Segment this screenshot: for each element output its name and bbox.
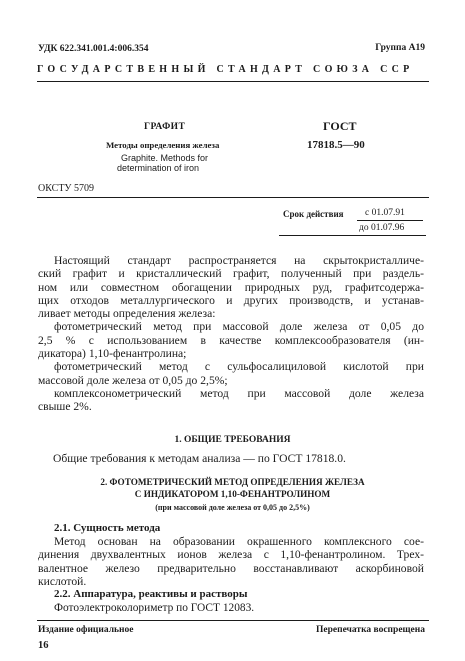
intro-line: ский графит и кристаллический графит, полученный при раздель- bbox=[38, 267, 424, 281]
subsection-2-2-text: Фотоэлектроколориметр по ГОСТ 12083. bbox=[54, 602, 255, 614]
standard-name: ГРАФИТ bbox=[144, 122, 186, 132]
subsection-2-1-line: Метод основан на образовании окрашенного комплексного сое- bbox=[54, 535, 424, 548]
section1-heading: 1. ОБЩИЕ ТРЕБОВАНИЯ bbox=[174, 435, 291, 445]
subsection-2-1-line: динения двухвалентных ионов железа с 1,10-фенантролином. Трех- bbox=[38, 548, 424, 562]
intro-paragraph bbox=[38, 254, 424, 414]
standard-subtitle: Методы определения железа bbox=[106, 140, 220, 150]
method-line: дикатора) 1,10-фенантролина; bbox=[38, 347, 187, 361]
official-edition-note: Издание официальное bbox=[38, 625, 134, 635]
subsection-2-1-line: кислотой. bbox=[38, 574, 87, 588]
subsection-2-1-text bbox=[38, 535, 424, 588]
reprint-prohibited-note: Перепечатка воспрещена bbox=[315, 625, 425, 635]
method-line: 2,5 % с использованием в качестве комплексообразователя (ин- bbox=[38, 333, 424, 347]
section1-text: Общие требования к методам анализа — по ГОСТ 17818.0. bbox=[53, 452, 346, 465]
method-line: фотометрический метод с сульфосалициловой кислотой при bbox=[54, 360, 424, 374]
english-name-line1: Graphite. Methods for bbox=[121, 153, 209, 163]
validity-divider bbox=[357, 220, 423, 221]
group-code: Группа А19 bbox=[375, 43, 425, 53]
section2-heading-line3: (при массовой доле железа от 0,05 до 2,5%) bbox=[155, 503, 310, 512]
gost-number: 17818.5—90 bbox=[307, 139, 365, 151]
intro-line: Настоящий стандарт распространяется на скрытокристалличе- bbox=[54, 254, 424, 267]
method-line: массовой доле железа от 0,05 до 2,5%; bbox=[38, 373, 228, 387]
method-line: фотометрический метод при массовой доле железа от 0,05 до bbox=[54, 320, 424, 334]
validity-from: с 01.07.91 bbox=[365, 208, 405, 218]
section2-heading-line2: С ИНДИКАТОРОМ 1,10-ФЕНАНТРОЛИНОМ bbox=[134, 489, 331, 499]
method-line: комплексонометрический метод при массовой доле железа bbox=[54, 386, 424, 400]
gost-label: ГОСТ bbox=[323, 119, 357, 133]
subsection-2-2-heading: 2.2. Аппаратура, реактивы и растворы bbox=[54, 588, 248, 600]
intro-line: ном или совместном обогащении природных руд, графитсодержа- bbox=[38, 280, 424, 294]
section2-heading-line1: 2. ФОТОМЕТРИЧЕСКИЙ МЕТОД ОПРЕДЕЛЕНИЯ ЖЕЛЕЗА bbox=[100, 477, 365, 487]
subsection-2-1-line: валентное железо предварительно восстанавливают аскорбиновой bbox=[38, 561, 424, 575]
intro-line: щих отходов металлургического и других производств, и устанав- bbox=[38, 293, 424, 307]
validity-rule bbox=[279, 235, 426, 236]
title-rule bbox=[37, 197, 429, 198]
footer-rule bbox=[37, 620, 429, 621]
english-name-line2: determination of iron bbox=[117, 163, 200, 173]
state-standard-title: ГОСУДАРСТВЕННЫЙ СТАНДАРТ СОЮЗА ССР bbox=[37, 64, 414, 75]
validity-to: до 01.07.96 bbox=[359, 223, 405, 233]
validity-label: Срок действия bbox=[283, 209, 344, 219]
intro-line: ливает методы определения железа: bbox=[38, 307, 216, 321]
header-rule bbox=[37, 81, 429, 82]
udk-code: УДК 622.341.001.4:006.354 bbox=[38, 44, 149, 54]
okstu-code: ОКСТУ 5709 bbox=[38, 183, 95, 194]
method-line: свыше 2%. bbox=[38, 400, 92, 414]
subsection-2-1-heading: 2.1. Сущность метода bbox=[54, 522, 161, 534]
page-number: 16 bbox=[38, 640, 49, 651]
